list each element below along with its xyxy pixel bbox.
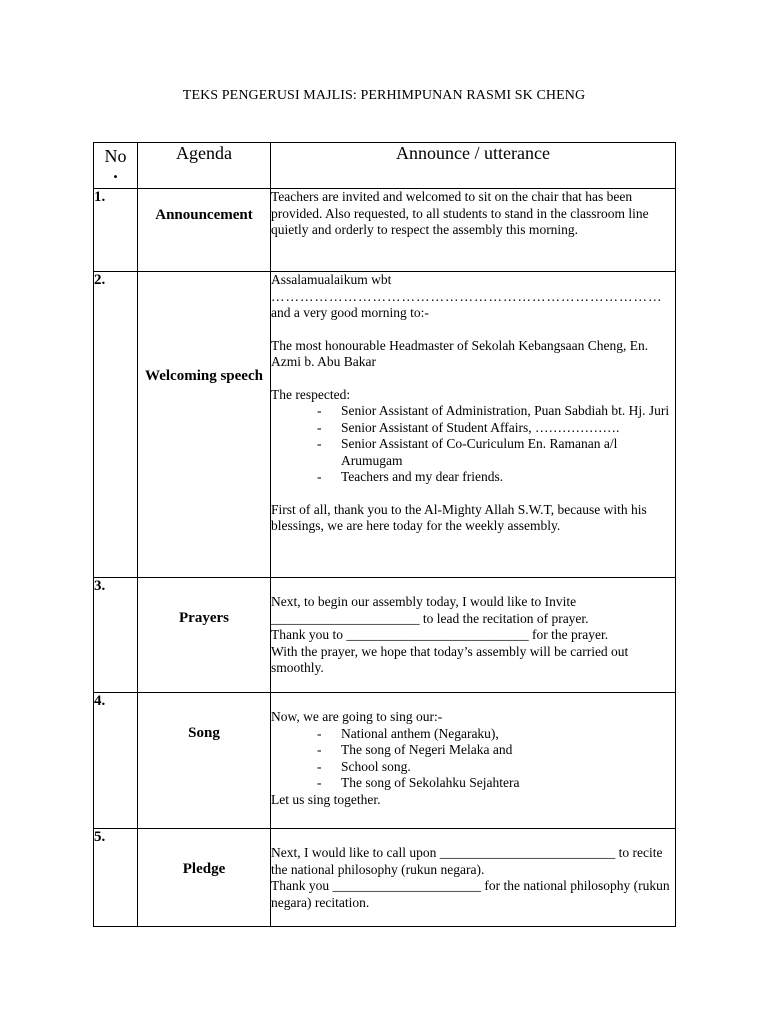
row-number: 2.	[94, 272, 138, 578]
row-number: 4.	[94, 693, 138, 829]
header-announce: Announce / utterance	[271, 143, 676, 189]
list-item: - Teachers and my dear friends.	[317, 469, 675, 486]
respected-list	[271, 403, 675, 486]
song-list	[271, 726, 675, 792]
row-utterance: Next, to begin our assembly today, I would like to Invite ______________________ to lead the recitation of prayer. Thank you to ___________________________ for the prayer. With the prayer, we hope that today’s assembly will be carried out smoothly.	[271, 578, 676, 693]
list-item: - Senior Assistant of Student Affairs, ……………….	[317, 420, 675, 437]
row-utterance: Teachers are invited and welcomed to sit on the chair that has been provided. Also requested, to all students to stand in the classroom line quietly and orderly to respect the assembly this morning.	[271, 189, 676, 272]
row-agenda: Prayers	[138, 578, 271, 693]
header-agenda: Agenda	[138, 143, 271, 189]
row-number: 1.	[94, 189, 138, 272]
row-agenda: Announcement	[138, 189, 271, 272]
list-item: - National anthem (Negaraku),	[317, 726, 675, 743]
document-title: TEKS PENGERUSI MAJLIS: PERHIMPUNAN RASMI SK CHENG	[182, 88, 586, 103]
header-no: No .	[94, 143, 138, 189]
list-item: - The song of Sekolahku Sejahtera	[317, 775, 675, 792]
table-row	[94, 272, 676, 578]
list-item: - Senior Assistant of Co-Curiculum En. Ramanan a/l Arumugam	[317, 436, 675, 469]
list-item: - Senior Assistant of Administration, Puan Sabdiah bt. Hj. Juri	[317, 403, 675, 420]
row-agenda: Welcoming speech	[138, 272, 271, 578]
table-header-row	[94, 143, 676, 189]
table-row	[94, 693, 676, 829]
row-agenda: Song	[138, 693, 271, 829]
row-utterance: Next, I would like to call upon __________________________ to recite the national philosophy (rukun negara). Thank you ______________________ for the national philosophy (rukun negara) recitation.	[271, 829, 676, 927]
list-item: - School song.	[317, 759, 675, 776]
table-row	[94, 578, 676, 693]
agenda-table	[93, 142, 676, 927]
list-item: - The song of Negeri Melaka and	[317, 742, 675, 759]
row-number: 5.	[94, 829, 138, 927]
row-utterance: Assalamualaikum wbt ……………………………………………………………………… and a very good morning to:- The most honourable Headmaster of Sekolah Kebangsaan Cheng, En. Azmi b. Abu Bakar The respected: - Senior Assistant of Administration, Puan Sabdiah bt. Hj. Juri - Senior Assistant of Student Affairs, ………………. - Senior Assistant of Co-Curiculum En. Ramanan a/l Arumugam - Teachers and my dear friends. First of all, thank you to the Al-Mighty Allah S.W.T, because with his blessings, we are here today for the weekly assembly.	[271, 272, 676, 578]
table-row	[94, 829, 676, 927]
table-row	[94, 189, 676, 272]
row-agenda: Pledge	[138, 829, 271, 927]
row-number: 3.	[94, 578, 138, 693]
row-utterance: Now, we are going to sing our:- - National anthem (Negaraku), - The song of Negeri Melaka and - School song. - The song of Sekolahku Sejahtera Let us sing together.	[271, 693, 676, 829]
